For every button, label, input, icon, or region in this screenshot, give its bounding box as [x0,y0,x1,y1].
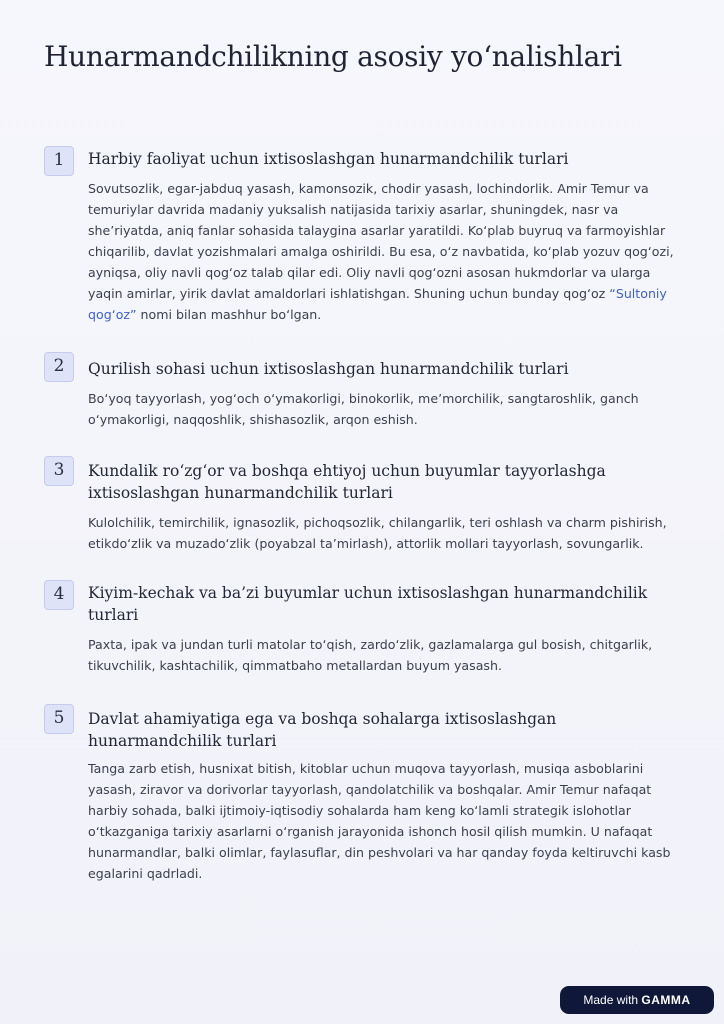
section-heading: Qurilish sohasi uchun ixtisoslashgan hunarmandchilik turlari [88,360,569,378]
section-body: Kulolchilik, temirchilik, ignasozlik, pichoqsozlik, chilangarlik, teri oshlash va charm pishirish, etikdo‘zlik va muzado‘zlik (poyabzal ta’mirlash), attorlik mollari tayyorlash, sovungarlik. [88,515,667,551]
section-body [88,178,684,325]
sultoniy-qogoz-link[interactable]: “Sultoniy qog‘oz” [88,286,667,322]
section-heading: Kiyim-kechak va ba’zi buyumlar uchun ixtisoslashgan hunarmandchilik turlari [88,584,648,624]
section-number: 5 [44,704,74,734]
section-body: Paxta, ipak va jundan turli matolar to‘qish, zardo‘zlik, gazlamalarga gul bosish, chitgarlik, tikuvchilik, kashtachilik, qimmatbaho metallardan buyum yasash. [88,637,653,673]
page-title: Hunarmandchilikning asosiy yo‘nalishlari [44,40,622,73]
made-with-gamma-badge[interactable] [560,986,714,1014]
section-body-tail: nomi bilan mashhur bo‘lgan. [136,307,322,322]
section-number: 4 [44,580,74,610]
badge-prefix: Made with [583,993,642,1007]
section-heading: Kundalik ro‘zg‘or va boshqa ehtiyoj uchun buyumlar tayyorlashga ixtisoslashgan hunarmandchilik turlari [88,462,606,502]
section-number: 2 [44,352,74,382]
section-number: 1 [44,146,74,176]
section-heading: Davlat ahamiyatiga ega va boshqa sohalarga ixtisoslashgan hunarmandchilik turlari [88,710,557,750]
section-body-text: Sovutsozlik, egar-jabduq yasash, kamonsozik, chodir yasash, lochindorlik. Amir Temur va temuriylar davrida madaniy yuksalish natijasida tarixiy asarlar, shuningdek, nasr va she’riyatda, aniq fanlar sohasida talaygina asarlar yaratildi. Ko‘plab buyruq va farmoyishlar chiqarilib, davlat yozishmalari amalga oshirildi. Bu esa, o‘z navbatida, ko‘plab yozuv qog‘ozi, ayniqsa, oliy navli qog‘oz talab qilar edi. Oliy navli qog‘ozni asosan hukmdorlar va ularga yaqin amirlar, yirik davlat amaldorlari ishlatishgan. Shuning uchun bunday qog‘oz [88,181,674,301]
section-body: Bo‘yoq tayyorlash, yog‘och o‘ymakorligi, binokorlik, me’morchilik, sangtaroshlik, ganch o‘ymakorligi, naqqoshlik, shishasozlik, arqon eshish. [88,391,639,427]
section-number: 3 [44,456,74,486]
section-heading: Harbiy faoliyat uchun ixtisoslashgan hunarmandchilik turlari [88,150,569,168]
gamma-logo: GAMMA [641,993,691,1007]
section-body: Tanga zarb etish, husnixat bitish, kitoblar uchun muqova tayyorlash, musiqa asboblarini yasash, ziravor va dorivorlar tayyorlash, qandolatchilik va boshqalar. Amir Temur nafaqat harbiy sohada, balki ijtimoiy-iqtisodiy sohalarda ham keng ko‘lamli strategik islohotlar o‘tkazganiga tarixiy asarlarni o‘rganish jarayonida ishonch hosil qilish mumkin. U nafaqat hunarmandlar, balki olimlar, faylasuflar, din peshvolari va har qanday foyda keltiruvchi kasb egalarini qadrladi. [88,761,671,881]
